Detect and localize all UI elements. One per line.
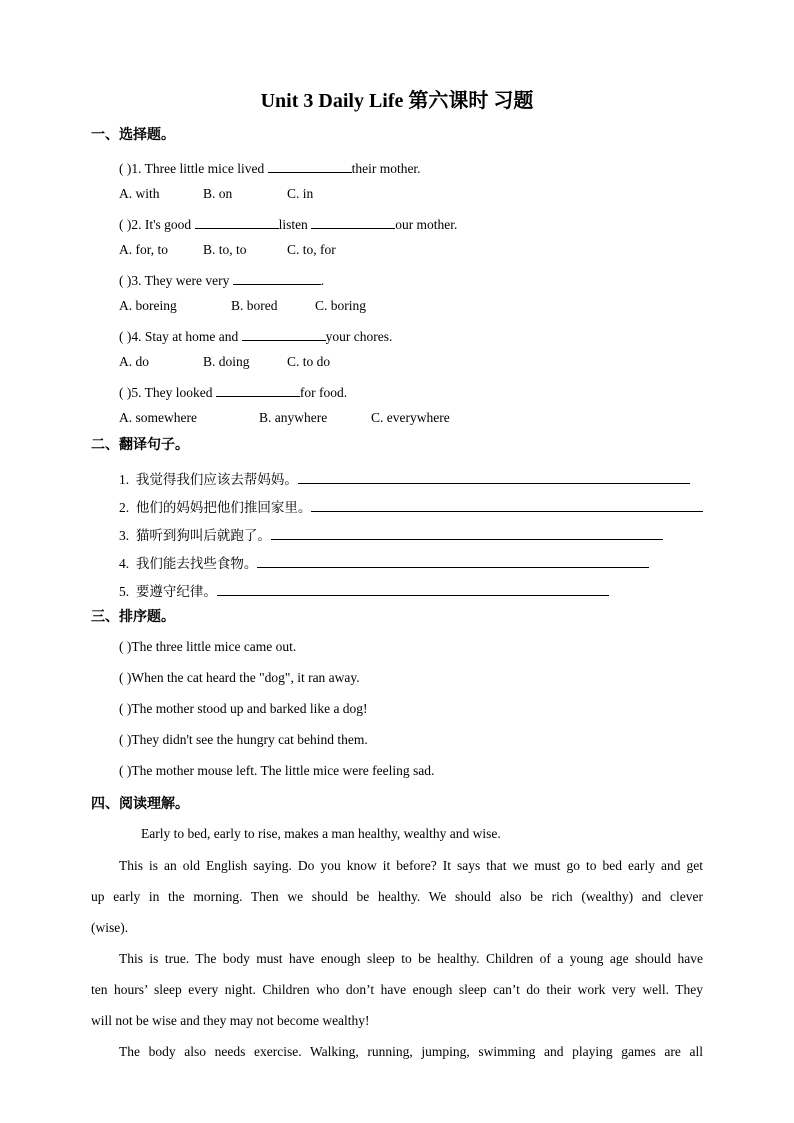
order-item: ( )The mother mouse left. The little mice were feeling sad. [119,763,435,778]
chinese-sentence: 我觉得我们应该去帮妈妈。 [135,472,298,488]
paragraph-line: ten hours’ sleep every night. Children who don’t have enough sleep can’t do their work very well. They [91,982,703,997]
option: C. to, for [287,242,336,257]
chinese-sentence: 我们能去找些食物。 [135,556,258,572]
answer-blank[interactable] [268,158,352,173]
answer-blank[interactable] [216,382,300,397]
translation-blank[interactable] [311,497,703,512]
option: B. on [203,186,233,201]
option: A. somewhere [119,410,197,425]
question-4 [119,326,392,345]
order-item: ( )When the cat heard the "dog", it ran away. [119,670,360,685]
reading-saying: Early to bed, early to rise, makes a man healthy, wealthy and wise. [141,826,501,841]
translation-blank[interactable] [257,553,649,568]
option: B. anywhere [259,410,328,425]
question-text: their mother. [351,161,421,176]
reading-paragraph-2 [91,943,703,1036]
question-text: ( )4. Stay at home and [119,329,242,344]
order-item: ( )The three little mice came out. [119,639,297,654]
translate-item [119,496,703,516]
question-3 [119,270,324,289]
translate-item [119,468,690,488]
section-heading-choice: 一、选择题。 [91,127,175,143]
question-text: ( )5. They looked [119,385,216,400]
translate-item [119,524,663,544]
option: A. do [119,354,149,369]
translation-blank[interactable] [298,469,690,484]
question-text: our mother. [395,217,458,232]
option: A. boreing [119,298,177,313]
option: C. boring [315,298,367,313]
item-number: 3. [119,528,130,543]
answer-blank[interactable] [311,214,395,229]
paragraph-line: will not be wise and they may not become wealthy! [91,1013,370,1028]
translation-blank[interactable] [271,525,663,540]
order-item: ( )They didn't see the hungry cat behind them. [119,732,368,747]
section-heading-order: 三、排序题。 [91,609,175,625]
answer-blank[interactable] [242,326,326,341]
order-item: ( )The mother stood up and barked like a dog! [119,701,368,716]
option: B. to, to [203,242,247,257]
item-number: 5. [119,584,130,599]
option: C. everywhere [371,410,450,425]
question-text: ( )3. They were very [119,273,233,288]
section-heading-translate: 二、翻译句子。 [91,437,189,453]
option: A. with [119,186,160,201]
paragraph-line: up early in the morning. Then we should be healthy. We should also be rich (wealthy) and clever [91,889,703,904]
answer-blank[interactable] [195,214,279,229]
option: C. to do [287,354,331,369]
chinese-sentence: 要遵守纪律。 [135,584,217,600]
item-number: 1. [119,472,130,487]
paragraph-line: The body also needs exercise. Walking, running, jumping, swimming and playing games are all [119,1044,703,1059]
section-heading-reading: 四、阅读理解。 [91,796,189,812]
translate-item [119,552,649,572]
option: C. in [287,186,314,201]
paragraph-line: This is true. The body must have enough sleep to be healthy. Children of a young age should have [119,951,703,966]
paragraph-line: This is an old English saying. Do you know it before? It says that we must go to bed early and get [119,858,703,873]
question-1 [119,158,421,177]
chinese-sentence: 他们的妈妈把他们推回家里。 [135,500,312,516]
page-title: Unit 3 Daily Life 第六课时 习题 [260,90,534,112]
paragraph-line: (wise). [91,920,129,935]
translation-blank[interactable] [217,581,609,596]
question-text: ( )2. It's good [119,217,195,232]
reading-paragraph-3 [91,1036,703,1067]
chinese-sentence: 猫听到狗叫后就跑了。 [135,528,271,544]
translate-item [119,580,609,600]
answer-blank[interactable] [233,270,321,285]
item-number: 4. [119,556,130,571]
question-5 [119,382,347,401]
item-number: 2. [119,500,130,515]
option: B. bored [231,298,278,313]
option: B. doing [203,354,250,369]
option: A. for, to [119,242,168,257]
question-text: ( )1. Three little mice lived [119,161,268,176]
question-text: your chores. [325,329,393,344]
question-2 [119,214,457,233]
reading-paragraph-1 [91,850,703,943]
question-text: . [320,273,325,288]
question-text: for food. [299,385,348,400]
question-text: listen [278,217,312,232]
